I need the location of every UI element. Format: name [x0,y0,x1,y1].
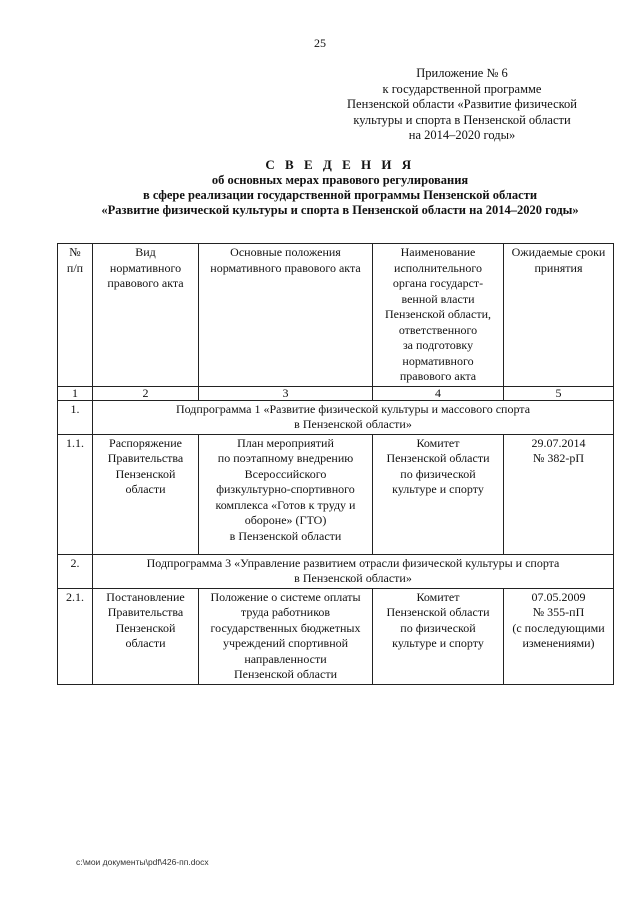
header-line: Пензенской области, [385,307,491,321]
section-number: 2. [58,554,93,588]
document-title [60,157,620,218]
page-number: 25 [314,36,326,50]
header-cell-act-type [93,244,199,387]
authority-cell [373,434,504,554]
section-number: 1. [58,400,93,434]
appendix-line: Приложение № 6 [416,66,508,80]
header-line: № [69,245,81,259]
appendix-line: Пензенской области «Развитие физической [347,97,577,111]
row-number: 1.1. [58,434,93,554]
cell-line: области [125,482,166,496]
header-line: принятия [534,260,583,275]
header-line: нормативного правового акта [210,260,361,275]
deadline-cell [504,434,614,554]
section-title-line: в Пензенской области» [294,417,412,431]
cell-line: Правительства [107,605,184,619]
cell-line: Пензенской [115,620,176,635]
cell-line: № 382-рП [532,451,585,465]
cell-line: в Пензенской области [229,528,342,543]
deadline-cell [504,588,614,684]
cell-line: (с последующими [512,620,605,635]
cell-line: труда работников [240,605,331,619]
cell-line: физкультурно-спортивного [216,482,355,496]
cell-line: направленности [244,651,327,666]
section-row-1 [58,400,614,434]
header-line: правового акта [399,369,477,383]
appendix-line: культуры и спорта в Пензенской области [353,112,571,127]
cell-line: Пензенской области [386,605,490,619]
appendix-line: к государственной программе [382,81,542,96]
cell-line: комплекса «Готов к труду и [215,497,356,512]
cell-line: обороне» (ГТО) [244,513,327,527]
table-row-1-1 [58,434,614,554]
appendix-header [336,66,588,144]
header-line: органа государст- [392,276,484,290]
cell-line: по физической [400,620,476,635]
cell-line: области [125,636,166,650]
cell-line: по физической [400,466,476,481]
header-line: правового акта [107,276,184,290]
authority-cell [373,588,504,684]
section-title-line: Подпрограмма 3 «Управление развитием отрасли физической культуры и спорта [146,555,560,570]
column-number-cell: 4 [373,386,504,400]
cell-line: 07.05.2009 [531,589,586,604]
header-line: исполнительного [394,260,482,275]
title-line: С В Е Д Е Н И Я [265,157,415,172]
cell-line: Комитет [416,589,460,604]
cell-line: План мероприятий [237,435,334,450]
header-line: нормативного [109,260,182,275]
column-number-cell: 2 [93,386,199,400]
section-title-line: в Пензенской области» [294,571,412,585]
cell-line: Положение о системе оплаты [210,589,361,604]
provisions-cell [199,434,373,554]
table-row-2-1 [58,588,614,684]
header-line: Основные положения [230,245,341,259]
cell-line: Комитет [416,435,460,450]
file-path-footer: c:\мои документы\pdf\426-пп.docx [76,857,209,867]
cell-line: Постановление [106,589,185,604]
cell-line: Пензенской [115,466,176,481]
title-line: в сфере реализации государственной программы Пензенской области [142,188,538,202]
header-line: п/п [66,260,84,275]
cell-line: государственных бюджетных [210,620,361,635]
header-line: Наименование [400,245,476,259]
header-line: нормативного [402,353,474,368]
cell-line: № 355-пП [532,605,585,619]
section-title-line: Подпрограмма 1 «Развитие физической культуры и массового спорта [175,401,531,416]
cell-line: по поэтапному внедрению [217,451,354,465]
cell-line: культуре и спорту [392,636,484,650]
column-number-cell: 5 [504,386,614,400]
row-number: 2.1. [58,588,93,684]
header-cell-deadline [504,244,614,387]
cell-line: Правительства [107,451,184,465]
header-line: Ожидаемые сроки [511,245,606,259]
act-type-cell [93,434,199,554]
section-row-2 [58,554,614,588]
provisions-cell [199,588,373,684]
table-header-row [58,244,614,387]
cell-line: культуре и спорту [392,482,484,496]
cell-line: 29.07.2014 [531,435,586,450]
section-title [93,400,614,434]
title-line: об основных мерах правового регулирования [211,173,469,187]
cell-line: Пензенской области [386,451,490,465]
header-line: Вид [135,245,156,259]
column-number-row [58,386,614,400]
header-line: венной власти [401,291,475,306]
title-line: «Развитие физической культуры и спорта в Пензенской области на 2014–2020 годы» [101,203,579,217]
cell-line: Распоряжение [109,435,182,450]
header-cell-provisions [199,244,373,387]
cell-line: Пензенской области [234,667,337,681]
measures-table [57,243,614,685]
section-title [93,554,614,588]
header-line: ответственного [398,322,478,337]
cell-line: учреждений спортивной [222,636,349,650]
header-cell-authority [373,244,504,387]
act-type-cell [93,588,199,684]
cell-line: Всероссийского [244,466,327,481]
appendix-line: на 2014–2020 годы» [408,128,516,142]
header-cell-number [58,244,93,387]
header-line: за подготовку [402,338,474,352]
column-number-cell: 3 [199,386,373,400]
cell-line: изменениями) [522,636,595,650]
column-number-cell: 1 [58,386,93,400]
